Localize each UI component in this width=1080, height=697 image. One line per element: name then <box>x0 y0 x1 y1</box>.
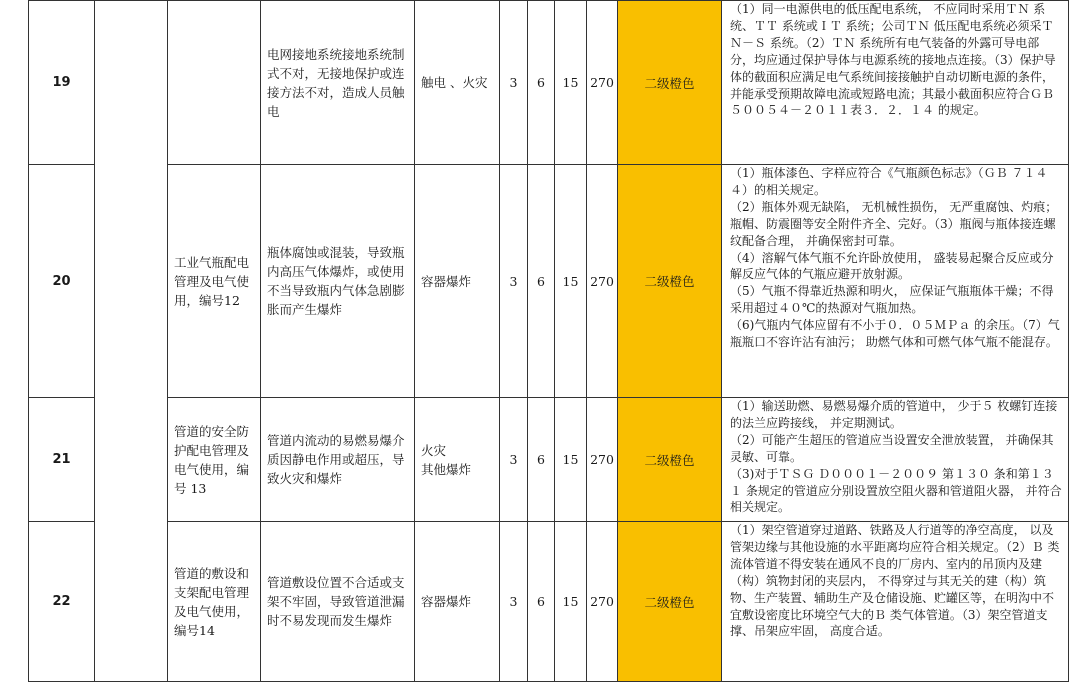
cause-cell: 管道敷设位置不合适或支架不牢固，导致管道泄漏时不易发现而发生爆炸 <box>261 522 415 682</box>
control-measures-cell <box>722 398 1069 522</box>
accident-type-cell: 容器爆炸 <box>415 165 500 398</box>
measure-paragraph: （1）瓶体漆色、字样应符合《气瓶颜色标志》（ＧＢ ７１４４）的相关规定。 <box>730 166 1048 197</box>
measure-paragraph: （2）可能产生超压的管道应当设置安全泄放装置， 并确保其灵敏、可靠。 <box>730 432 1054 464</box>
c-value-cell: 15 <box>555 1 587 165</box>
unit-cell <box>168 1 261 165</box>
risk-level-cell: 二级橙色 <box>618 1 722 165</box>
cause-cell: 瓶体腐蚀或混装，导致瓶内高压气体爆炸，或使用不当导致瓶内气体急剧膨胀而产生爆炸 <box>261 165 415 398</box>
accident-type-cell: 容器爆炸 <box>415 522 500 682</box>
table-row <box>29 165 1069 398</box>
c-value-cell: 15 <box>555 522 587 682</box>
d-value-cell: 270 <box>587 398 618 522</box>
risk-assessment-table <box>28 0 1069 682</box>
l-value-cell: 3 <box>500 1 528 165</box>
measure-paragraph: （4）溶解气体气瓶不允许卧放使用， 盛装易起聚合反应或分解反应气体的气瓶应避开放射源。 <box>730 250 1054 282</box>
d-value-cell: 270 <box>587 165 618 398</box>
measure-paragraph: （2）瓶体外观无缺陷， 无机械性损伤， 无严重腐蚀、灼痕； 瓶帽、防震圈等安全附件齐全、完好。（3）瓶阀与瓶体接连螺纹配备合理， 并确保密封可靠。 <box>730 199 1058 248</box>
row-number: 19 <box>29 1 95 165</box>
control-measures-cell <box>722 522 1069 682</box>
control-measures-cell <box>722 165 1069 398</box>
unit-cell: 工业气瓶配电管理及电气使用，编号12 <box>168 165 261 398</box>
accident-type-cell: 火灾 其他爆炸 <box>415 398 500 522</box>
measure-paragraph: （1）架空管道穿过道路、铁路及人行道等的净空高度， 以及管架边缘与其他设施的水平距离均应符合相关规定。（2）Ｂ 类流体管道不得安装在通风不良的厂房内、室内的吊顶内及建（构）筑物封闭的夹层内， 不得穿过与其无关的建（构）筑物、生产装置、辅助生产及仓储设施、贮罐区等，在明沟中不宜敷设密度比环境空气大的Ｂ 类气体管道。（3）架空管道支撑、吊架应牢固， 高度合适。 <box>730 523 1060 639</box>
d-value-cell: 270 <box>587 522 618 682</box>
risk-level-cell: 二级橙色 <box>618 398 722 522</box>
d-value-cell: 270 <box>587 1 618 165</box>
measure-paragraph: （6)气瓶内气体应留有不小于０．０５ＭＰａ 的余压。（7）气瓶瓶口不容许沾有油污； 助燃气体和可燃气体气瓶不能混存。 <box>730 318 1060 350</box>
row-number: 21 <box>29 398 95 522</box>
row-number: 22 <box>29 522 95 682</box>
cause-cell: 管道内流动的易燃易爆介质因静电作用或超压，导致火灾和爆炸 <box>261 398 415 522</box>
cause-cell: 电网接地系统接地系统制式不对，无接地保护或连接方法不对，造成人员触电 <box>261 1 415 165</box>
table-row <box>29 398 1069 522</box>
e-value-cell: 6 <box>528 522 555 682</box>
e-value-cell: 6 <box>528 165 555 398</box>
unit-cell: 管道的敷设和支架配电管理及电气使用，编号14 <box>168 522 261 682</box>
control-measures-cell <box>722 1 1069 165</box>
measure-paragraph: （1）输送助燃、易燃易爆介质的管道中， 少于５ 枚螺钉连接的法兰应跨接线， 并定期测试。 <box>730 399 1058 430</box>
risk-assessment-table-sheet <box>28 0 1068 683</box>
l-value-cell: 3 <box>500 165 528 398</box>
table-row <box>29 1 1069 165</box>
measure-paragraph: （3)对于ＴＳＧ Ｄ０００１－２００９ 第１３０ 条和第１３１ 条规定的管道应分别设置放空阻火器和管道阻火器， 并符合相关规定。 <box>730 466 1062 515</box>
e-value-cell: 6 <box>528 1 555 165</box>
measure-paragraph: （5）气瓶不得靠近热源和明火， 应保证气瓶瓶体干燥；不得采用超过４０℃的热源对气瓶加热。 <box>730 284 1054 316</box>
risk-level-cell: 二级橙色 <box>618 165 722 398</box>
e-value-cell: 6 <box>528 398 555 522</box>
l-value-cell: 3 <box>500 398 528 522</box>
l-value-cell: 3 <box>500 522 528 682</box>
measure-paragraph: （1）同一电源供电的低压配电系统， 不应同时采用ＴＮ 系统、ＴＴ 系统或ＩＴ 系统；公司ＴＮ 低压配电系统必须采ＴＮ－Ｓ 系统。（2）ＴＮ 系统所有电气装备的外露可导电部分，均应通过保护导体与电源系统的接地点连接。（3）保护导体的截面积应满足电气系统间接接触护自动切断电源的条件， 并能承受预期故障电流或短路电流；其最小截面积应符合ＧＢ ５００５４－２０１１表３．２．１４ 的规定。 <box>730 2 1056 118</box>
c-value-cell: 15 <box>555 398 587 522</box>
unit-cell: 管道的安全防护配电管理及电气使用，编号 13 <box>168 398 261 522</box>
accident-type-cell: 触电 、火灾 <box>415 1 500 165</box>
risk-level-cell: 二级橙色 <box>618 522 722 682</box>
row-number: 20 <box>29 165 95 398</box>
table-row <box>29 522 1069 682</box>
c-value-cell: 15 <box>555 165 587 398</box>
category-cell <box>95 1 168 682</box>
